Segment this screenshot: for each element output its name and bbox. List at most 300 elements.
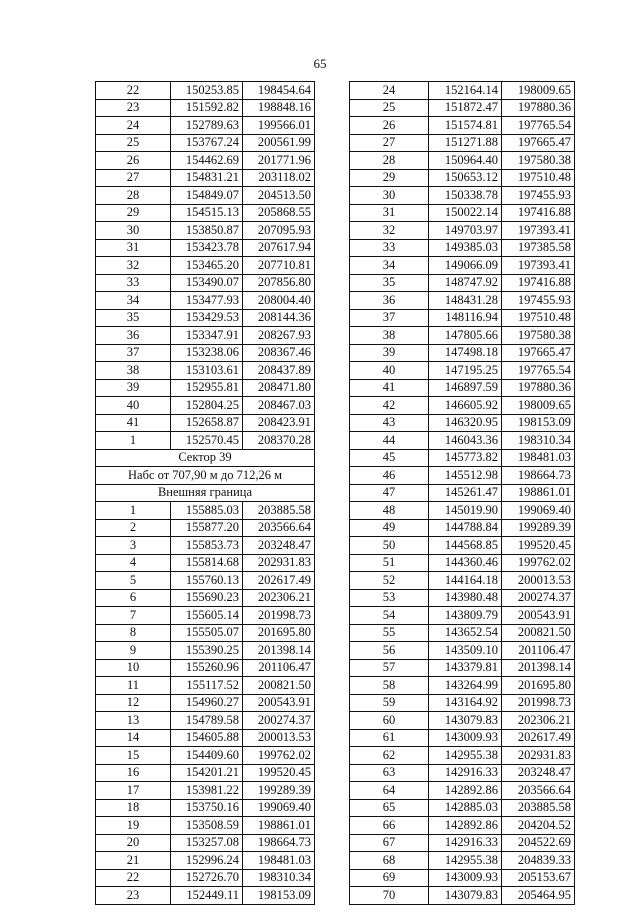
point-number-cell: 62 xyxy=(350,747,429,765)
table-row xyxy=(96,554,315,572)
x-coordinate-cell: 153767.24 xyxy=(171,134,243,152)
y-coordinate-cell: 199289.39 xyxy=(243,782,315,800)
x-coordinate-cell: 142892.86 xyxy=(429,782,502,800)
table-row xyxy=(96,782,315,800)
point-number-cell: 36 xyxy=(350,292,429,310)
x-coordinate-cell: 152570.45 xyxy=(171,432,243,450)
point-number-cell: 4 xyxy=(96,554,171,572)
table-row xyxy=(350,99,575,117)
y-coordinate-cell: 198664.73 xyxy=(243,834,315,852)
sector-title: Сектор 39 xyxy=(96,449,315,467)
coordinates-table-left xyxy=(95,81,315,905)
y-coordinate-cell: 202306.21 xyxy=(502,712,575,730)
table-row xyxy=(350,379,575,397)
point-number-cell: 37 xyxy=(350,309,429,327)
y-coordinate-cell: 201398.14 xyxy=(502,659,575,677)
point-number-cell: 48 xyxy=(350,502,429,520)
table-row xyxy=(350,432,575,450)
x-coordinate-cell: 155885.03 xyxy=(171,502,243,520)
table-row xyxy=(350,274,575,292)
x-coordinate-cell: 145261.47 xyxy=(429,484,502,502)
x-coordinate-cell: 154201.21 xyxy=(171,764,243,782)
y-coordinate-cell: 198848.16 xyxy=(243,99,315,117)
point-number-cell: 49 xyxy=(350,519,429,537)
y-coordinate-cell: 197393.41 xyxy=(502,257,575,275)
point-number-cell: 44 xyxy=(350,432,429,450)
table-row xyxy=(96,257,315,275)
table-row xyxy=(96,327,315,345)
table-row xyxy=(350,484,575,502)
table-row xyxy=(96,309,315,327)
table-row xyxy=(350,869,575,887)
x-coordinate-cell: 146897.59 xyxy=(429,379,502,397)
table-row xyxy=(350,764,575,782)
table-row xyxy=(96,764,315,782)
y-coordinate-cell: 203885.58 xyxy=(243,502,315,520)
point-number-cell: 51 xyxy=(350,554,429,572)
y-coordinate-cell: 197416.88 xyxy=(502,274,575,292)
point-number-cell: 57 xyxy=(350,659,429,677)
table-row xyxy=(96,169,315,187)
x-coordinate-cell: 150253.85 xyxy=(171,82,243,100)
table-row xyxy=(350,677,575,695)
x-coordinate-cell: 153103.61 xyxy=(171,362,243,380)
table-row xyxy=(350,712,575,730)
x-coordinate-cell: 150964.40 xyxy=(429,152,502,170)
y-coordinate-cell: 201695.80 xyxy=(243,624,315,642)
x-coordinate-cell: 147195.25 xyxy=(429,362,502,380)
x-coordinate-cell: 155505.07 xyxy=(171,624,243,642)
x-coordinate-cell: 155690.23 xyxy=(171,589,243,607)
point-number-cell: 12 xyxy=(96,694,171,712)
point-number-cell: 14 xyxy=(96,729,171,747)
x-coordinate-cell: 142955.38 xyxy=(429,747,502,765)
table-row xyxy=(350,292,575,310)
table-row xyxy=(350,852,575,870)
boundary-title: Внешняя граница xyxy=(96,484,315,502)
x-coordinate-cell: 146605.92 xyxy=(429,397,502,415)
point-number-cell: 26 xyxy=(96,152,171,170)
x-coordinate-cell: 151574.81 xyxy=(429,117,502,135)
point-number-cell: 1 xyxy=(96,432,171,450)
point-number-cell: 27 xyxy=(96,169,171,187)
table-row xyxy=(96,152,315,170)
table-row xyxy=(350,554,575,572)
y-coordinate-cell: 201106.47 xyxy=(243,659,315,677)
y-coordinate-cell: 208370.28 xyxy=(243,432,315,450)
table-row xyxy=(96,274,315,292)
x-coordinate-cell: 149385.03 xyxy=(429,239,502,257)
table-row xyxy=(96,589,315,607)
page-number: 65 xyxy=(313,56,327,71)
y-coordinate-cell: 198861.01 xyxy=(243,817,315,835)
point-number-cell: 10 xyxy=(96,659,171,677)
point-number-cell: 38 xyxy=(96,362,171,380)
table-row xyxy=(350,327,575,345)
table-row xyxy=(96,292,315,310)
table-row xyxy=(96,694,315,712)
y-coordinate-cell: 208467.03 xyxy=(243,397,315,415)
table-row xyxy=(96,117,315,135)
y-coordinate-cell: 207710.81 xyxy=(243,257,315,275)
x-coordinate-cell: 150338.78 xyxy=(429,187,502,205)
y-coordinate-cell: 197765.54 xyxy=(502,362,575,380)
x-coordinate-cell: 143164.92 xyxy=(429,694,502,712)
table-row xyxy=(350,117,575,135)
point-number-cell: 41 xyxy=(350,379,429,397)
x-coordinate-cell: 153508.59 xyxy=(171,817,243,835)
y-coordinate-cell: 200013.53 xyxy=(243,729,315,747)
y-coordinate-cell: 202931.83 xyxy=(502,747,575,765)
table-row xyxy=(350,537,575,555)
y-coordinate-cell: 205153.67 xyxy=(502,869,575,887)
point-number-cell: 17 xyxy=(96,782,171,800)
y-coordinate-cell: 198009.65 xyxy=(502,82,575,100)
point-number-cell: 36 xyxy=(96,327,171,345)
sector-height-range: Набс от 707,90 м до 712,26 м xyxy=(96,467,315,485)
y-coordinate-cell: 199566.01 xyxy=(243,117,315,135)
point-number-cell: 33 xyxy=(350,239,429,257)
y-coordinate-cell: 200543.91 xyxy=(243,694,315,712)
y-coordinate-cell: 203885.58 xyxy=(502,799,575,817)
table-row xyxy=(96,432,315,450)
y-coordinate-cell: 199289.39 xyxy=(502,519,575,537)
point-number-cell: 22 xyxy=(96,82,171,100)
point-number-cell: 28 xyxy=(96,187,171,205)
table-row xyxy=(96,204,315,222)
table-row xyxy=(96,712,315,730)
y-coordinate-cell: 197665.47 xyxy=(502,344,575,362)
sector-title-row xyxy=(96,449,315,467)
x-coordinate-cell: 153850.87 xyxy=(171,222,243,240)
table-row xyxy=(96,624,315,642)
table-row xyxy=(350,659,575,677)
y-coordinate-cell: 202306.21 xyxy=(243,589,315,607)
x-coordinate-cell: 153490.07 xyxy=(171,274,243,292)
y-coordinate-cell: 197880.36 xyxy=(502,379,575,397)
x-coordinate-cell: 155814.68 xyxy=(171,554,243,572)
y-coordinate-cell: 208004.40 xyxy=(243,292,315,310)
y-coordinate-cell: 198481.03 xyxy=(502,449,575,467)
table-row xyxy=(96,99,315,117)
table-row xyxy=(96,344,315,362)
point-number-cell: 25 xyxy=(350,99,429,117)
y-coordinate-cell: 199069.40 xyxy=(502,502,575,520)
x-coordinate-cell: 143079.83 xyxy=(429,887,502,905)
x-coordinate-cell: 154849.07 xyxy=(171,187,243,205)
x-coordinate-cell: 143264.99 xyxy=(429,677,502,695)
y-coordinate-cell: 202931.83 xyxy=(243,554,315,572)
y-coordinate-cell: 197385.58 xyxy=(502,239,575,257)
x-coordinate-cell: 151592.82 xyxy=(171,99,243,117)
point-number-cell: 18 xyxy=(96,799,171,817)
y-coordinate-cell: 201771.96 xyxy=(243,152,315,170)
y-coordinate-cell: 203566.64 xyxy=(502,782,575,800)
point-number-cell: 3 xyxy=(96,537,171,555)
x-coordinate-cell: 153477.93 xyxy=(171,292,243,310)
y-coordinate-cell: 204839.33 xyxy=(502,852,575,870)
y-coordinate-cell: 208367.46 xyxy=(243,344,315,362)
table-row xyxy=(350,642,575,660)
x-coordinate-cell: 142916.33 xyxy=(429,834,502,852)
x-coordinate-cell: 153981.22 xyxy=(171,782,243,800)
table-row xyxy=(350,624,575,642)
x-coordinate-cell: 146320.95 xyxy=(429,414,502,432)
table-row xyxy=(96,607,315,625)
table-row xyxy=(350,449,575,467)
point-number-cell: 50 xyxy=(350,537,429,555)
x-coordinate-cell: 150653.12 xyxy=(429,169,502,187)
x-coordinate-cell: 152449.11 xyxy=(171,887,243,905)
table-row xyxy=(96,642,315,660)
y-coordinate-cell: 204522.69 xyxy=(502,834,575,852)
point-number-cell: 60 xyxy=(350,712,429,730)
table-row xyxy=(96,362,315,380)
table-row xyxy=(350,414,575,432)
table-row xyxy=(350,799,575,817)
point-number-cell: 70 xyxy=(350,887,429,905)
table-row xyxy=(96,852,315,870)
point-number-cell: 39 xyxy=(96,379,171,397)
y-coordinate-cell: 200274.37 xyxy=(502,589,575,607)
table-row xyxy=(96,729,315,747)
point-number-cell: 67 xyxy=(350,834,429,852)
x-coordinate-cell: 154789.58 xyxy=(171,712,243,730)
table-row xyxy=(350,187,575,205)
x-coordinate-cell: 148431.28 xyxy=(429,292,502,310)
y-coordinate-cell: 203248.47 xyxy=(243,537,315,555)
x-coordinate-cell: 155877.20 xyxy=(171,519,243,537)
x-coordinate-cell: 143652.54 xyxy=(429,624,502,642)
x-coordinate-cell: 151271.88 xyxy=(429,134,502,152)
table-row xyxy=(350,467,575,485)
point-number-cell: 34 xyxy=(96,292,171,310)
y-coordinate-cell: 204513.50 xyxy=(243,187,315,205)
point-number-cell: 15 xyxy=(96,747,171,765)
point-number-cell: 35 xyxy=(350,274,429,292)
point-number-cell: 5 xyxy=(96,572,171,590)
point-number-cell: 26 xyxy=(350,117,429,135)
y-coordinate-cell: 208144.36 xyxy=(243,309,315,327)
point-number-cell: 37 xyxy=(96,344,171,362)
point-number-cell: 45 xyxy=(350,449,429,467)
x-coordinate-cell: 154605.88 xyxy=(171,729,243,747)
point-number-cell: 1 xyxy=(96,502,171,520)
point-number-cell: 53 xyxy=(350,589,429,607)
point-number-cell: 9 xyxy=(96,642,171,660)
x-coordinate-cell: 144164.18 xyxy=(429,572,502,590)
y-coordinate-cell: 201998.73 xyxy=(502,694,575,712)
y-coordinate-cell: 207856.80 xyxy=(243,274,315,292)
point-number-cell: 39 xyxy=(350,344,429,362)
point-number-cell: 35 xyxy=(96,309,171,327)
y-coordinate-cell: 198310.34 xyxy=(502,432,575,450)
y-coordinate-cell: 200274.37 xyxy=(243,712,315,730)
y-coordinate-cell: 197765.54 xyxy=(502,117,575,135)
x-coordinate-cell: 143509.10 xyxy=(429,642,502,660)
y-coordinate-cell: 200821.50 xyxy=(502,624,575,642)
point-number-cell: 42 xyxy=(350,397,429,415)
x-coordinate-cell: 148747.92 xyxy=(429,274,502,292)
point-number-cell: 11 xyxy=(96,677,171,695)
y-coordinate-cell: 198153.09 xyxy=(243,887,315,905)
x-coordinate-cell: 142916.33 xyxy=(429,764,502,782)
x-coordinate-cell: 144360.46 xyxy=(429,554,502,572)
x-coordinate-cell: 150022.14 xyxy=(429,204,502,222)
x-coordinate-cell: 153238.06 xyxy=(171,344,243,362)
table-row xyxy=(350,817,575,835)
point-number-cell: 38 xyxy=(350,327,429,345)
table-row xyxy=(350,222,575,240)
table-row xyxy=(350,362,575,380)
x-coordinate-cell: 152658.87 xyxy=(171,414,243,432)
x-coordinate-cell: 155260.96 xyxy=(171,659,243,677)
point-number-cell: 41 xyxy=(96,414,171,432)
point-number-cell: 31 xyxy=(350,204,429,222)
x-coordinate-cell: 152955.81 xyxy=(171,379,243,397)
table-row xyxy=(96,659,315,677)
table-row xyxy=(96,799,315,817)
point-number-cell: 69 xyxy=(350,869,429,887)
point-number-cell: 13 xyxy=(96,712,171,730)
y-coordinate-cell: 201998.73 xyxy=(243,607,315,625)
y-coordinate-cell: 199762.02 xyxy=(502,554,575,572)
table-row xyxy=(350,887,575,905)
point-number-cell: 27 xyxy=(350,134,429,152)
point-number-cell: 29 xyxy=(96,204,171,222)
y-coordinate-cell: 197510.48 xyxy=(502,169,575,187)
y-coordinate-cell: 197393.41 xyxy=(502,222,575,240)
x-coordinate-cell: 143980.48 xyxy=(429,589,502,607)
table-row xyxy=(350,257,575,275)
point-number-cell: 7 xyxy=(96,607,171,625)
x-coordinate-cell: 154515.13 xyxy=(171,204,243,222)
x-coordinate-cell: 154462.69 xyxy=(171,152,243,170)
table-row xyxy=(350,834,575,852)
table-row xyxy=(350,572,575,590)
x-coordinate-cell: 142892.86 xyxy=(429,817,502,835)
y-coordinate-cell: 198153.09 xyxy=(502,414,575,432)
table-row xyxy=(350,309,575,327)
table-row xyxy=(350,747,575,765)
point-number-cell: 30 xyxy=(350,187,429,205)
table-row xyxy=(96,379,315,397)
x-coordinate-cell: 155390.25 xyxy=(171,642,243,660)
point-number-cell: 23 xyxy=(96,887,171,905)
table-row xyxy=(350,397,575,415)
point-number-cell: 47 xyxy=(350,484,429,502)
table-row xyxy=(96,187,315,205)
x-coordinate-cell: 142885.03 xyxy=(429,799,502,817)
y-coordinate-cell: 199520.45 xyxy=(243,764,315,782)
x-coordinate-cell: 153347.91 xyxy=(171,327,243,345)
sector-height-range-row xyxy=(96,467,315,485)
x-coordinate-cell: 147805.66 xyxy=(429,327,502,345)
point-number-cell: 32 xyxy=(96,257,171,275)
point-number-cell: 29 xyxy=(350,169,429,187)
point-number-cell: 20 xyxy=(96,834,171,852)
table-row xyxy=(96,397,315,415)
point-number-cell: 6 xyxy=(96,589,171,607)
x-coordinate-cell: 147498.18 xyxy=(429,344,502,362)
y-coordinate-cell: 202617.49 xyxy=(502,729,575,747)
y-coordinate-cell: 199762.02 xyxy=(243,747,315,765)
x-coordinate-cell: 143009.93 xyxy=(429,869,502,887)
y-coordinate-cell: 197580.38 xyxy=(502,327,575,345)
point-number-cell: 24 xyxy=(96,117,171,135)
x-coordinate-cell: 143079.83 xyxy=(429,712,502,730)
x-coordinate-cell: 145773.82 xyxy=(429,449,502,467)
table-row xyxy=(96,82,315,100)
x-coordinate-cell: 143379.81 xyxy=(429,659,502,677)
x-coordinate-cell: 152804.25 xyxy=(171,397,243,415)
x-coordinate-cell: 145019.90 xyxy=(429,502,502,520)
point-number-cell: 23 xyxy=(96,99,171,117)
point-number-cell: 2 xyxy=(96,519,171,537)
x-coordinate-cell: 149066.09 xyxy=(429,257,502,275)
y-coordinate-cell: 204204.52 xyxy=(502,817,575,835)
table-row xyxy=(350,204,575,222)
y-coordinate-cell: 200821.50 xyxy=(243,677,315,695)
table-row xyxy=(350,519,575,537)
y-coordinate-cell: 197880.36 xyxy=(502,99,575,117)
x-coordinate-cell: 146043.36 xyxy=(429,432,502,450)
table-row xyxy=(96,519,315,537)
table-row xyxy=(96,677,315,695)
y-coordinate-cell: 198009.65 xyxy=(502,397,575,415)
table-row xyxy=(96,747,315,765)
point-number-cell: 61 xyxy=(350,729,429,747)
point-number-cell: 40 xyxy=(96,397,171,415)
x-coordinate-cell: 153423.78 xyxy=(171,239,243,257)
y-coordinate-cell: 201695.80 xyxy=(502,677,575,695)
point-number-cell: 68 xyxy=(350,852,429,870)
point-number-cell: 52 xyxy=(350,572,429,590)
y-coordinate-cell: 197455.93 xyxy=(502,187,575,205)
point-number-cell: 58 xyxy=(350,677,429,695)
point-number-cell: 25 xyxy=(96,134,171,152)
point-number-cell: 55 xyxy=(350,624,429,642)
y-coordinate-cell: 197416.88 xyxy=(502,204,575,222)
y-coordinate-cell: 203248.47 xyxy=(502,764,575,782)
table-row xyxy=(350,82,575,100)
point-number-cell: 31 xyxy=(96,239,171,257)
point-number-cell: 59 xyxy=(350,694,429,712)
table-row xyxy=(350,782,575,800)
table-row xyxy=(350,169,575,187)
y-coordinate-cell: 208267.93 xyxy=(243,327,315,345)
x-coordinate-cell: 153750.16 xyxy=(171,799,243,817)
y-coordinate-cell: 207617.94 xyxy=(243,239,315,257)
point-number-cell: 66 xyxy=(350,817,429,835)
table-row xyxy=(350,502,575,520)
table-row xyxy=(96,222,315,240)
x-coordinate-cell: 142955.38 xyxy=(429,852,502,870)
table-row xyxy=(96,134,315,152)
point-number-cell: 24 xyxy=(350,82,429,100)
table-row xyxy=(96,537,315,555)
table-row xyxy=(350,729,575,747)
y-coordinate-cell: 198861.01 xyxy=(502,484,575,502)
point-number-cell: 21 xyxy=(96,852,171,870)
point-number-cell: 34 xyxy=(350,257,429,275)
point-number-cell: 64 xyxy=(350,782,429,800)
y-coordinate-cell: 200013.53 xyxy=(502,572,575,590)
x-coordinate-cell: 143009.93 xyxy=(429,729,502,747)
y-coordinate-cell: 199520.45 xyxy=(502,537,575,555)
x-coordinate-cell: 153257.08 xyxy=(171,834,243,852)
table-row xyxy=(350,239,575,257)
